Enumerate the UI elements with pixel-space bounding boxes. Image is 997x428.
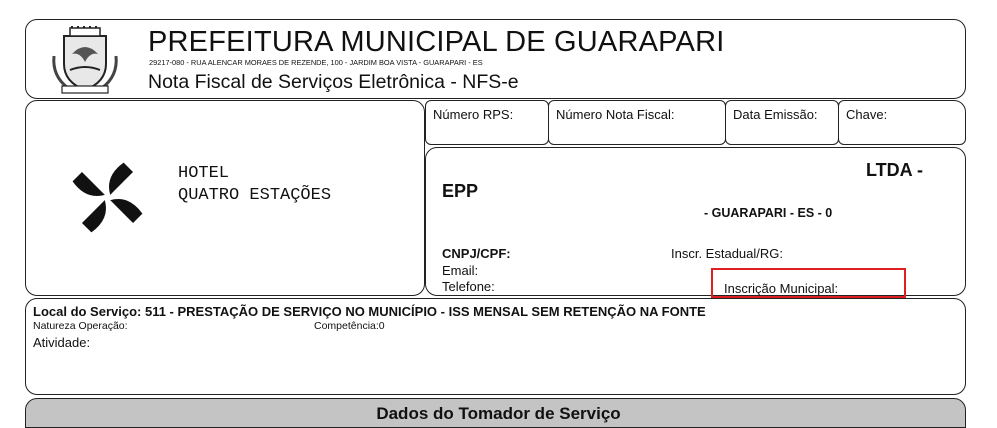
email-label: Email: <box>442 263 479 278</box>
hotel-logo-line1: HOTEL <box>178 164 230 183</box>
cnpj-label: CNPJ/CPF: <box>442 246 511 261</box>
provider-name-line2: EPP <box>442 181 479 201</box>
local-servico: Local do Serviço: 511 - PRESTAÇÃO DE SERVIÇO NO MUNICÍPIO - ISS MENSAL SEM RETENÇÃO NA FONTE <box>33 304 706 319</box>
telefone-label: Telefone: <box>442 279 495 294</box>
tomador-section-title: Dados do Tomador de Serviço <box>376 404 621 423</box>
inscr-municipal-highlight <box>711 268 906 298</box>
prefeitura-title: PREFEITURA MUNICIPAL DE GUARAPARI <box>148 26 725 58</box>
chave-cell <box>838 100 966 145</box>
natureza-operacao-label: Natureza Operação: <box>33 320 128 332</box>
nfse-subtitle: Nota Fiscal de Serviços Eletrônica - NFS-e <box>148 71 519 93</box>
atividade-label: Atividade: <box>33 335 91 350</box>
data-emissao-label: Data Emissão: <box>733 107 818 122</box>
hotel-logo-line2: QUATRO ESTAÇÕES <box>178 186 332 205</box>
numero-nota-label: Número Nota Fiscal: <box>556 107 675 122</box>
data-emissao-cell <box>725 100 839 145</box>
numero-nota-cell <box>548 100 726 145</box>
inscr-estadual-label: Inscr. Estadual/RG: <box>671 246 783 261</box>
provider-name-suffix: LTDA - <box>866 160 923 180</box>
inscr-municipal-label: Inscrição Municipal: <box>724 281 839 296</box>
numero-rps-label: Número RPS: <box>433 107 514 122</box>
numero-rps-cell <box>425 100 549 145</box>
hotel-pinwheel-logo-icon <box>60 150 155 245</box>
provider-city: - GUARAPARI - ES - 0 <box>704 206 833 220</box>
guarapari-coat-of-arms-icon <box>50 26 120 94</box>
competencia-label: Competência:0 <box>314 320 385 332</box>
chave-label: Chave: <box>846 107 888 122</box>
prefeitura-address: 29217-080 - RUA ALENCAR MORAES DE REZENDE, 100 - JARDIM BOA VISTA - GUARAPARI - ES <box>149 58 483 67</box>
